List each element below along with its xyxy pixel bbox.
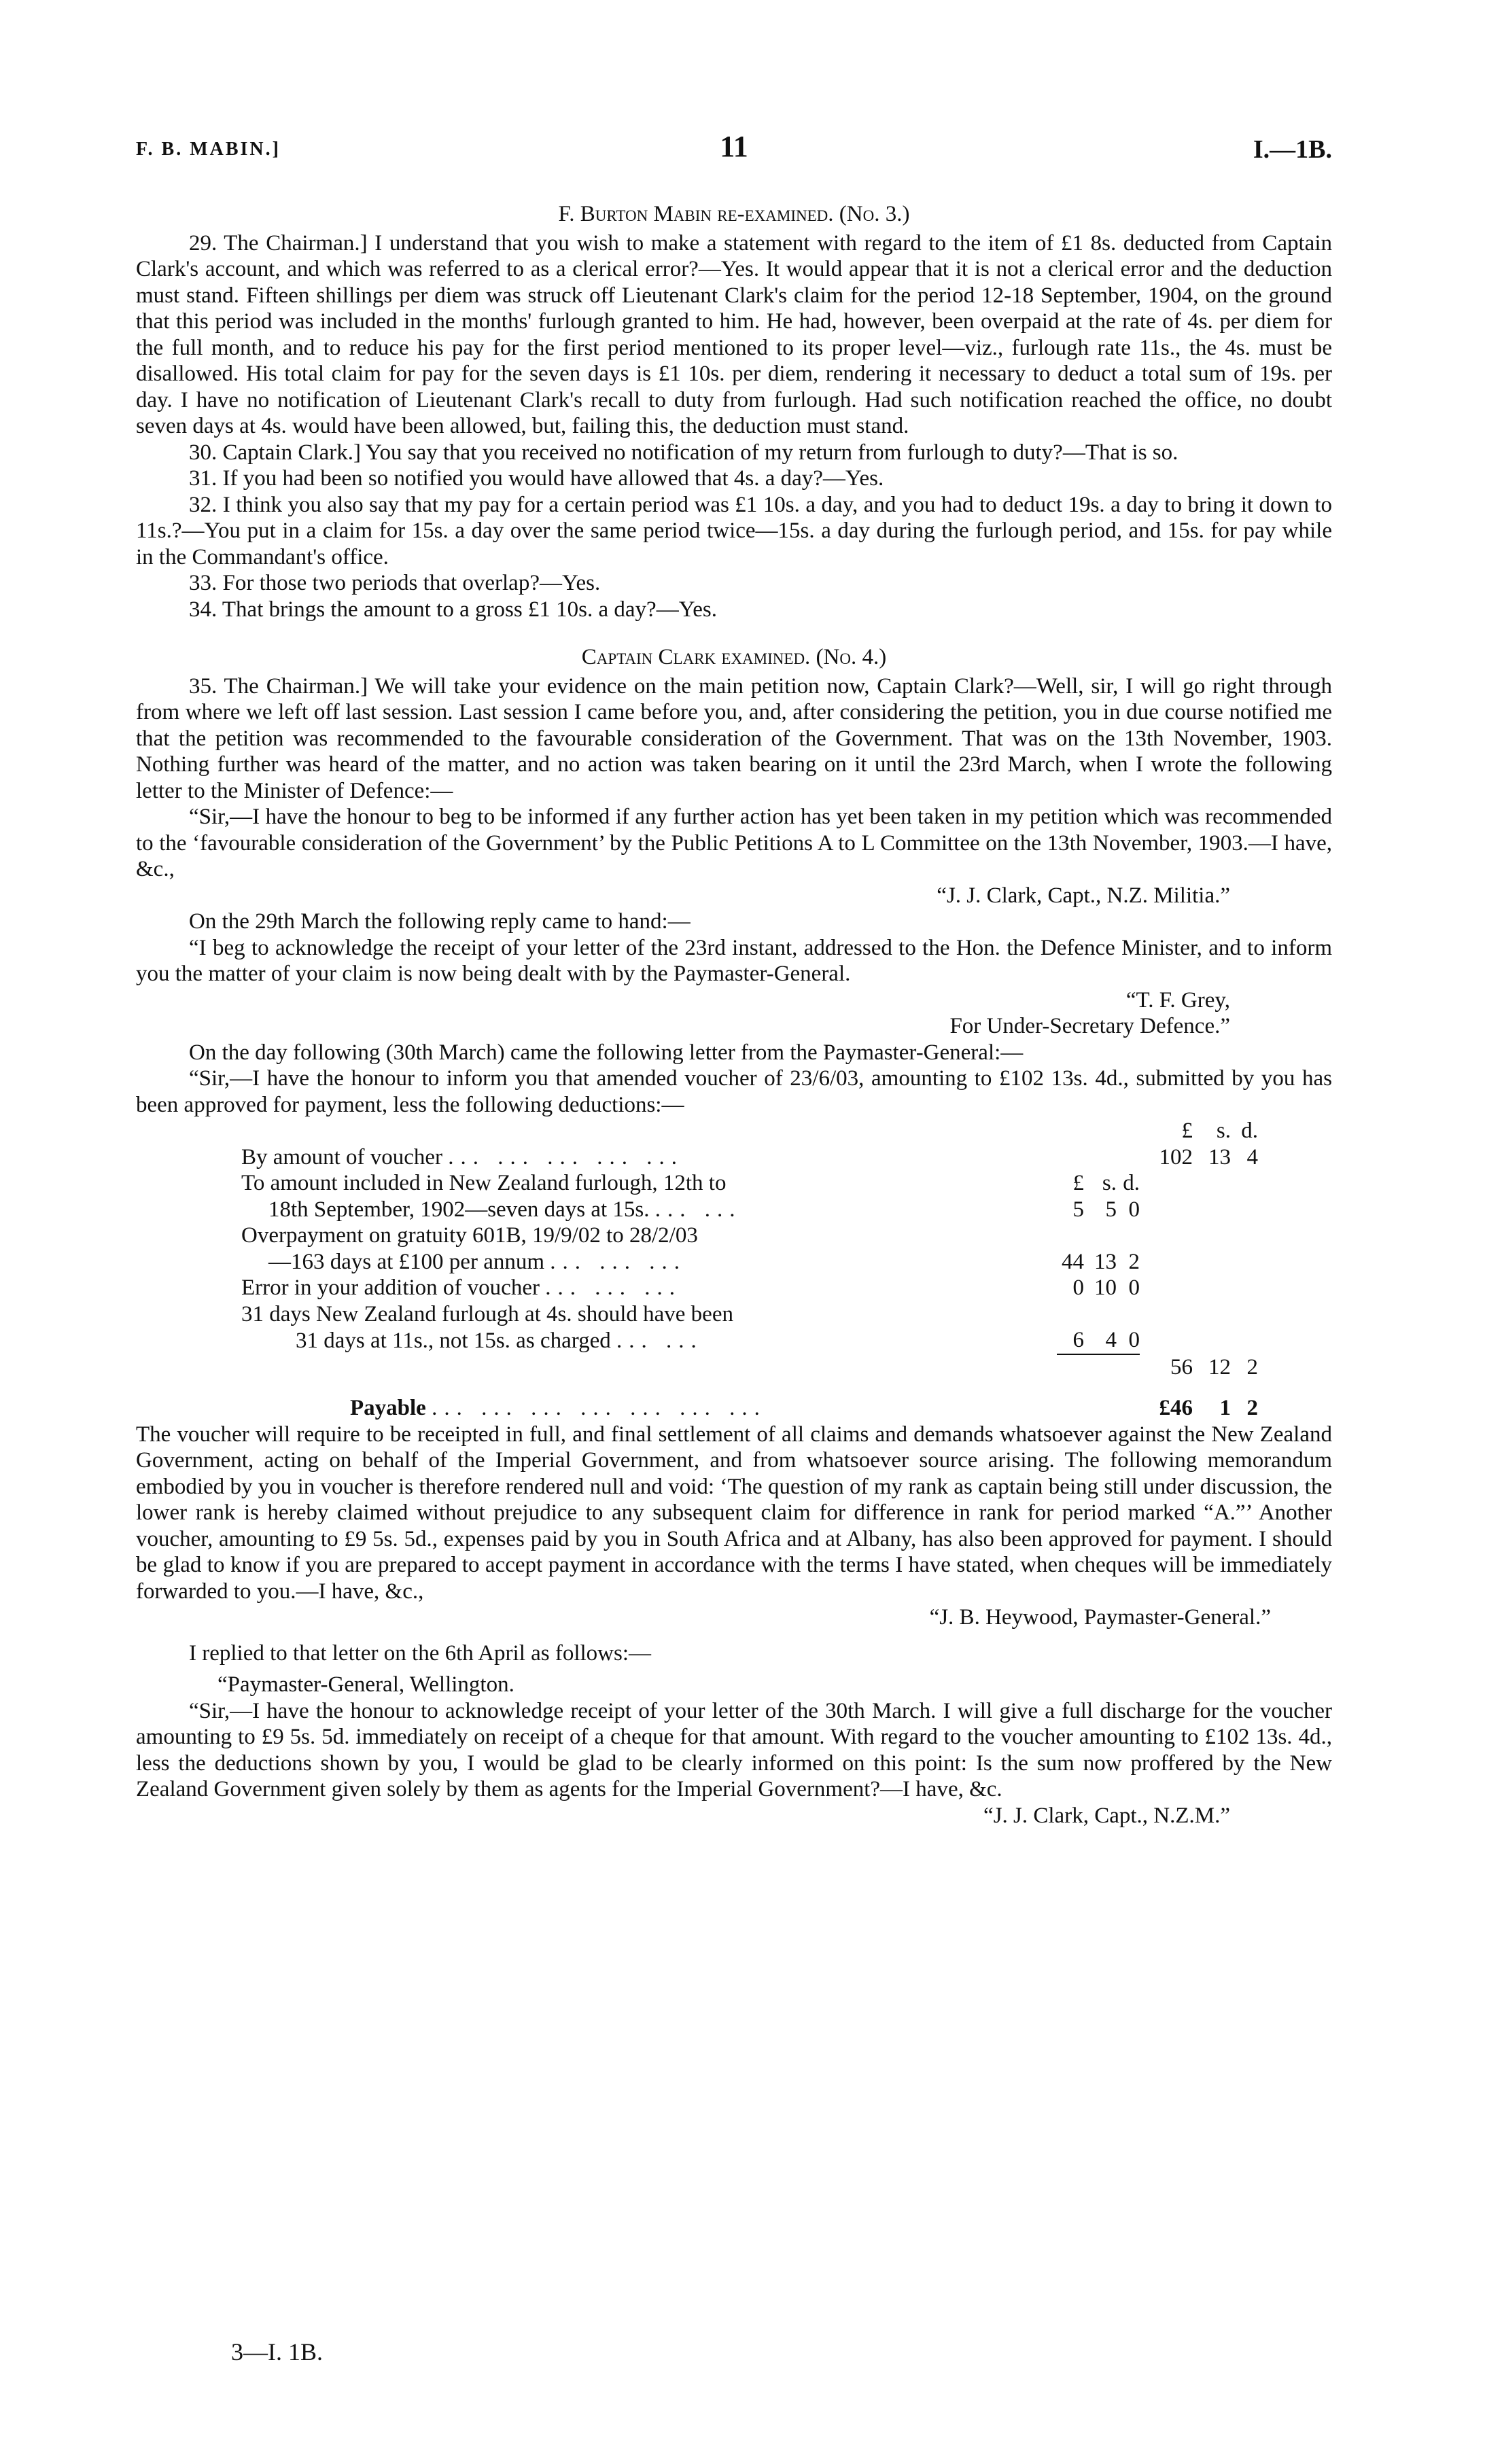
deduction-1-shillings: 5 [1105,1197,1117,1222]
deduction-2-pounds: 44 [1062,1249,1084,1274]
payable-label: Payable [350,1396,426,1420]
deduction-4-pence: 0 [1128,1328,1140,1352]
deduction-2-line-2: —163 days at £100 per annum [268,1249,545,1274]
deduction-3-shillings: 10 [1094,1275,1117,1300]
letter-to-minister: “Sir,—I have the honour to beg to be informed if any further action has yet been taken in my petition which was recommended to the ‘favourable consideration of the Government’ by the Public Petitions A to L Committee on the 13th November, 1903.—I have, &c., [136,805,1332,881]
letter-signature-clark: “J. J. Clark, Capt., N.Z. Militia.” [937,883,1230,908]
paymaster-letter: “Sir,—I have the honour to inform you that amended voucher of 23/6/03, amounting to £102 13s. 4d., submitted by you has been approved for payment, less the following deductions:— [136,1066,1332,1117]
reply-2-address: “Paymaster-General, Wellington. [217,1672,514,1697]
question-34: 34. That brings the amount to a gross £1 10s. a day?—Yes. [189,597,717,622]
letter-from-defence: “I beg to acknowledge the receipt of your letter of the 23rd instant, addressed to the Hon. the Defence Minister, and to inform you the matter of your claim is now being dealt with by the Paymaster-General. [136,935,1332,986]
paymaster-letter-intro: On the day following (30th March) came the following letter from the Paymaster-General:— [189,1040,1024,1065]
reply-2-signature: “J. J. Clark, Capt., N.Z.M.” [983,1803,1230,1828]
payable-pounds: £46 [1159,1396,1193,1420]
deduction-4-shillings: 4 [1105,1328,1117,1352]
deductions-table [241,1118,1258,1422]
letter-signature-grey: “T. F. Grey, [1125,987,1230,1013]
deduction-3-pence: 0 [1128,1275,1140,1300]
table-row: Error in your addition of voucher ... ... ... 0 10 0 [241,1275,1140,1300]
pounds-header: £ [1181,1119,1193,1143]
letter-signature-heywood: “J. B. Heywood, Paymaster-General.” [929,1605,1271,1630]
page-number: 11 [720,130,748,163]
sub-pounds-header: £ [1072,1171,1084,1195]
deduction-4-line-2: 31 days at 11s., not 15s. as charged [296,1328,611,1353]
section-heading-mabin: F. Burton Mabin re-examined. (No. 3.) [558,202,910,226]
document-body [136,197,1332,1829]
question-35: 35. The Chairman.] We will take your evidence on the main petition now, Captain Clark?—Well, sir, I will go right through from where we left off last session. Last session I came before you, and, after considering the petition, you in due course notified me that the petition was recommended to the favourable consideration of the Government. That was on the 13th November, 1903. Nothing further was heard of the matter, and no action was taken bearing on it until the 23rd March, when I wrote the following letter to the Minister of Defence:— [136,673,1332,803]
table-row: Payable ... ... ... ... ... ... ... £46 1 2 [241,1380,1258,1422]
deduction-2-pence: 2 [1128,1249,1140,1274]
table-row [241,1170,1258,1197]
deduction-2-shillings: 13 [1094,1249,1117,1274]
question-31: 31. If you had been so notified you would have allowed that 4s. a day?—Yes. [189,466,884,491]
reply-2-letter: “Sir,—I have the honour to acknowledge receipt of your letter of the 30th March. I will give a full discharge for the voucher amounting to £9 5s. 5d. immediately on receipt of a cheque for that amount. With regard to the voucher amounting to £102 13s. 4d., less the deductions shown by you, I would be glad to be clearly informed on this point: Is the sum now proffered by the New Zealand Government given solely by them as agents for the Imperial Government?—I have, &c. [136,1698,1332,1801]
printer-signature-mark: 3—I. 1B. [231,2338,323,2365]
deduction-3-line-1: Error in your addition of voucher [241,1275,540,1300]
total-deductions-pounds: 56 [1170,1354,1193,1379]
reply-2-intro: I replied to that letter on the 6th April as follows:— [189,1640,652,1666]
sub-shillings-header: s. [1102,1171,1117,1195]
letter-signature-grey-title: For Under-Secretary Defence.” [949,1014,1230,1038]
payable-shillings: 1 [1219,1396,1231,1420]
table-row [241,1301,1258,1328]
paper-reference: I.—1B. [1253,135,1332,164]
deduction-1-pence: 0 [1128,1197,1140,1222]
deduction-1-pounds: 5 [1072,1197,1084,1222]
total-deductions-shillings: 12 [1208,1354,1231,1379]
table-row [241,1354,1258,1381]
deduction-3-pounds: 0 [1072,1275,1084,1300]
table-row [241,1222,1258,1249]
total-deductions-pence: 2 [1246,1354,1258,1379]
table-row: 31 days at 11s., not 15s. as charged ... ... 6 4 0 [296,1328,1140,1353]
table-header-row [241,1118,1258,1144]
page-header [136,129,1332,170]
pence-header: d. [1241,1119,1258,1143]
payable-pence: 2 [1246,1396,1258,1420]
deduction-1-line-2: 18th September, 1902—seven days at 15s. [268,1197,650,1222]
question-32: 32. I think you also say that my pay for a certain period was £1 10s. a day, and you had to deduct 19s. a day to bring it down to 11s.?—You put in a claim for 15s. a day over the same period twice—15s. a day during the furlough period, and 15s. for pay while in the Commandant's office. [136,492,1332,569]
table-row: —163 days at £100 per annum ... ... ... 44 13 2 [268,1249,1140,1274]
question-33: 33. For those two periods that overlap?—Yes. [189,571,601,595]
question-29: 29. The Chairman.] I understand that you wish to make a statement with regard to the item of £1 8s. deducted from Captain Clark's account, and which was referred to as a clerical error?—Yes. It would appear that it is not a clerical error and the deduction must stand. Fifteen shillings per diem was struck off Lieutenant Clark's claim for the period 12-18 September, 1904, on the ground that this period was included in the months' furlough granted to him. He had, however, been overpaid at the rate of 4s. per diem for the full month, and to reduce his pay for the first period mentioned to its proper level—viz., furlough rate 11s., the 4s. must be disallowed. His total claim for pay for the seven days is £1 10s. per diem, rendering it necessary to deduct a total sum of 19s. per day. I have no notification of Lieutenant Clark's recall to duty from furlough. Had such notification reached the office, no doubt seven days at 4s. would have been allowed, but, failing this, the deduction must stand. [136,230,1332,438]
voucher-label: By amount of voucher [241,1144,443,1169]
question-30: 30. Captain Clark.] You say that you received no notification of my return from furlough to duty?—That is so. [189,440,1178,465]
header-witness: F. B. MABIN.] [136,139,281,160]
section-heading-clark: Captain Clark examined. (No. 4.) [581,645,887,669]
sub-pence-header: d. [1123,1171,1140,1195]
deduction-4-line-1: 31 days New Zealand furlough at 4s. should have been [241,1301,733,1326]
voucher-pounds: 102 [1159,1144,1193,1169]
shillings-header: s. [1216,1119,1231,1143]
table-row: By amount of voucher ... ... ... ... ... 102 13 4 [241,1144,1258,1169]
voucher-shillings: 13 [1208,1144,1231,1169]
table-row: 18th September, 1902—seven days at 15s. ... ... 5 5 0 [268,1197,1140,1222]
deduction-2-line-1: Overpayment on gratuity 601B, 19/9/02 to 28/2/03 [241,1223,698,1248]
paymaster-letter-continued: The voucher will require to be receipted in full, and final settlement of all claims and demands whatsoever against the New Zealand Government, acting on behalf of the Imperial Government, and from whatsoever source arising. The following memorandum embodied by you in voucher is therefore rendered null and void: ‘The question of my rank as captain being still under discussion, the lower rank is hereby claimed without prejudice to any subsequent claim for difference in rank for period marked “A.”’ Another voucher, amounting to £9 5s. 5d., expenses paid by you in South Africa and at Albany, has also been approved for payment. I should be glad to know if you are prepared to accept payment in accordance with the terms I have stated, when cheques will be immediately forwarded to you.—I have, &c., [136,1422,1332,1604]
deduction-4-pounds: 6 [1072,1328,1084,1352]
deduction-1-line-1: To amount included in New Zealand furlough, 12th to [241,1171,727,1195]
voucher-pence: 4 [1246,1144,1258,1169]
reply-intro: On the 29th March the following reply came to hand:— [189,909,691,934]
